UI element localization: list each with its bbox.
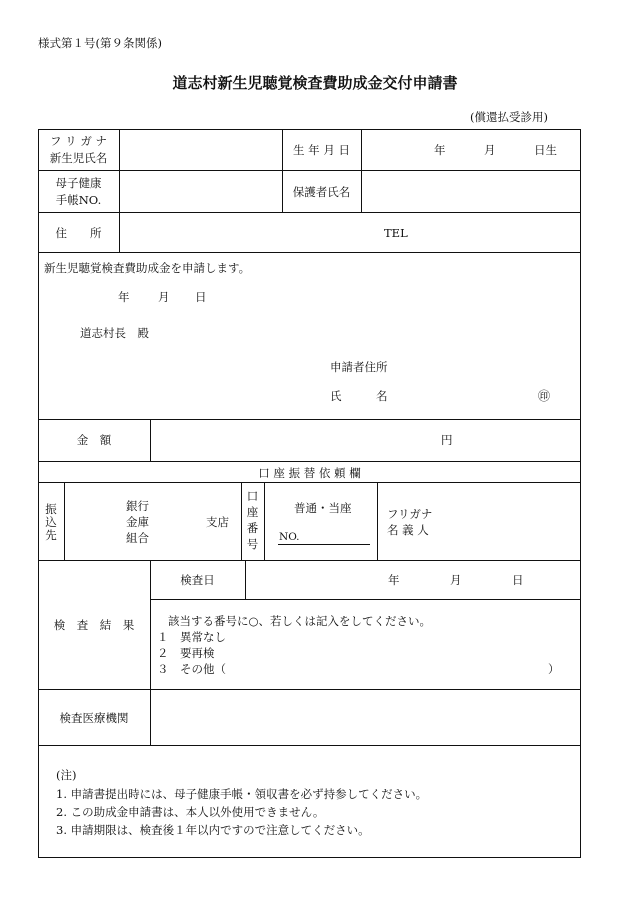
exam-year-unit: 年 (388, 573, 400, 587)
col-divider (150, 419, 151, 461)
handbook-label-1: 母子健康 (55, 176, 102, 190)
col-divider (361, 129, 362, 212)
form-number: 様式第１号(第９条関係) (38, 36, 162, 50)
amount-field[interactable] (152, 421, 579, 460)
result-option-other[interactable]: ３ その他（ (157, 662, 226, 676)
row-divider (38, 419, 581, 420)
exam-result-label: 検 査 結 果 (53, 618, 135, 632)
furigana-label: フ リ ガ ナ (50, 134, 107, 148)
birth-year-unit: 年 (434, 143, 446, 157)
col-divider (64, 482, 65, 560)
account-no-label: NO. (279, 531, 300, 543)
institution-label: 検査医療機関 (59, 711, 129, 725)
account-no-underline (278, 544, 370, 545)
institution-field[interactable] (152, 691, 579, 743)
transfer-to-char-3: 先 (45, 528, 57, 542)
birth-month-unit: 月 (484, 143, 496, 157)
holder-furigana-label: フリガナ (387, 507, 433, 521)
birth-day-unit: 日生 (534, 143, 557, 157)
notes-heading: (注) (56, 768, 77, 782)
application-day-unit: 日 (195, 290, 207, 304)
note-item: 3. 申請期限は、検査後１年以内ですので注意してください。 (56, 823, 370, 837)
newborn-name-label: 新生児氏名 (49, 151, 108, 165)
exam-date-field[interactable] (247, 562, 579, 598)
result-instruction: 該当する番号に○、若しくは記入をしてください。 (168, 614, 432, 628)
account-number-char-4: 号 (246, 537, 259, 551)
transfer-to-char-2: 込 (45, 515, 57, 529)
transfer-to-char-1: 振 (45, 502, 57, 516)
account-number-char-1: 口 (246, 489, 259, 503)
amount-unit: 円 (441, 433, 453, 447)
exam-day-unit: 日 (512, 573, 524, 587)
address-label: 住 所 (55, 226, 102, 240)
birthdate-label: 生 年 月 日 (293, 143, 350, 157)
applicant-address-label: 申請者住所 (330, 360, 388, 374)
form-title: 道志村新生児聴覚検査費助成金交付申請書 (172, 74, 458, 92)
row-divider (38, 560, 581, 561)
account-number-char-2: 座 (246, 505, 259, 519)
result-other-field[interactable] (240, 660, 540, 676)
col-divider (150, 560, 151, 745)
form-subtitle: (償還払受診用) (470, 110, 548, 124)
bank-option-shinkin: 金庫 (126, 515, 149, 529)
applicant-name-label: 氏 名 (330, 389, 388, 403)
result-option-normal[interactable]: １ 異常なし (157, 630, 226, 644)
exam-date-label: 検査日 (180, 573, 215, 587)
application-month-unit: 月 (158, 290, 170, 304)
col-divider (119, 129, 120, 252)
col-divider (264, 482, 265, 560)
result-other-close: ） (548, 662, 560, 676)
row-divider (150, 599, 581, 600)
guardian-name-label: 保護者氏名 (292, 185, 351, 199)
note-item: 2. この助成金申請書は、本人以外使用できません。 (56, 805, 325, 819)
row-divider (38, 689, 581, 690)
branch-label: 支店 (206, 515, 229, 529)
account-holder-label: 名 義 人 (387, 523, 429, 537)
seal-mark: ㊞ (538, 389, 551, 403)
handbook-number-field[interactable] (121, 172, 280, 210)
application-statement: 新生児聴覚検査費助成金を申請します。 (44, 261, 251, 275)
bank-option-kumiai: 組合 (126, 531, 149, 545)
application-year-unit: 年 (118, 290, 130, 304)
account-number-field[interactable] (298, 528, 370, 544)
account-holder-field[interactable] (440, 484, 579, 559)
exam-month-unit: 月 (450, 573, 462, 587)
handbook-label-2: 手帳NO. (55, 193, 102, 207)
account-number-char-3: 番 (246, 521, 259, 535)
col-divider (245, 560, 246, 599)
guardian-name-field[interactable] (363, 172, 579, 210)
amount-label: 金 額 (76, 433, 112, 447)
note-item: 1. 申請書提出時には、母子健康手帳・領収書を必ず持参してください。 (56, 787, 428, 801)
newborn-name-field[interactable] (121, 131, 280, 169)
account-type-options[interactable]: 普通・当座 (294, 501, 352, 515)
addressee: 道志村長 殿 (80, 326, 149, 340)
address-field[interactable] (121, 214, 579, 251)
row-divider (38, 252, 581, 253)
col-divider (282, 129, 283, 212)
bank-section-title: 口 座 振 替 依 頼 欄 (258, 466, 361, 480)
tel-label: TEL (384, 226, 408, 240)
col-divider (377, 482, 378, 560)
result-option-recheck[interactable]: ２ 要再検 (157, 646, 215, 660)
row-divider (38, 482, 581, 483)
row-divider (38, 745, 581, 746)
row-divider (38, 461, 581, 462)
bank-option-bank: 銀行 (126, 499, 149, 513)
